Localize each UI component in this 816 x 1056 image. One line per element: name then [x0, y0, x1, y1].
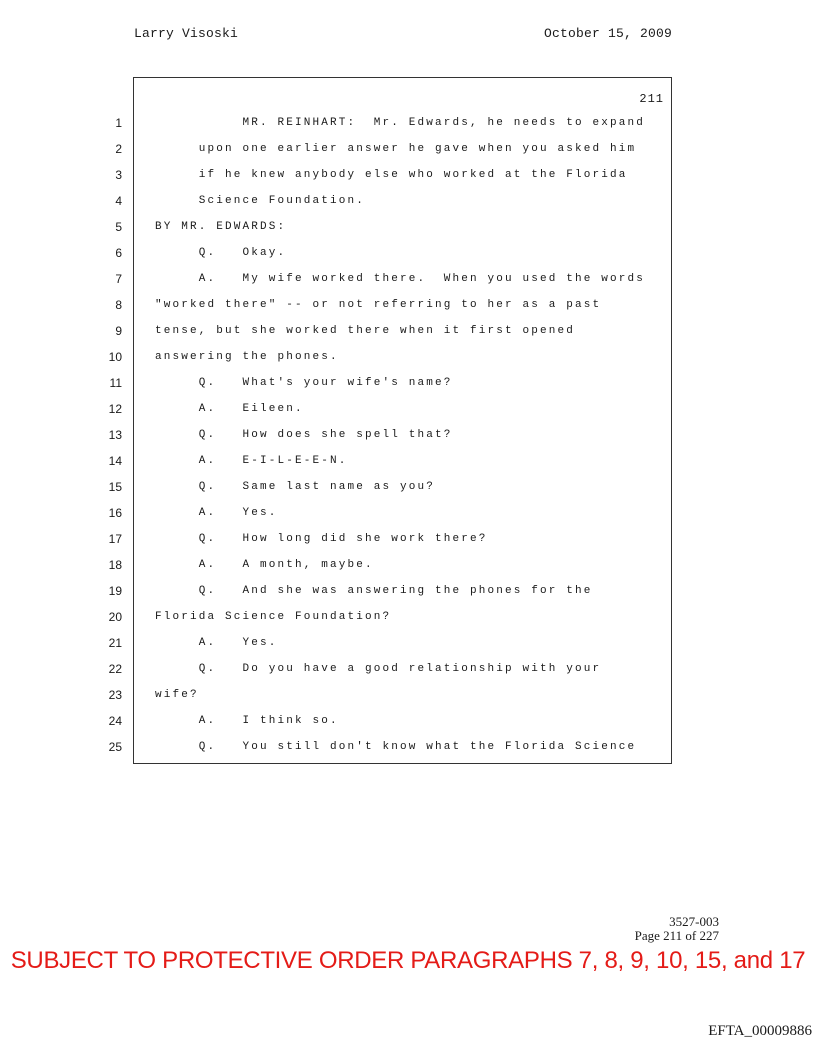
line-number: 21 — [108, 636, 122, 650]
transcript-line: Q. How long did she work there? — [155, 533, 488, 545]
transcript-line: Q. You still don't know what the Florida Science — [155, 741, 637, 753]
transcript-line: A. I think so. — [155, 715, 339, 727]
line-number: 16 — [108, 506, 122, 520]
deponent-name: Larry Visoski — [134, 26, 239, 41]
transcript-line: tense, but she worked there when it first opened — [155, 325, 576, 337]
transcript-line: if he knew anybody else who worked at the Florida — [155, 169, 628, 181]
transcript-line: answering the phones. — [155, 351, 339, 363]
transcript-line: Florida Science Foundation? — [155, 611, 392, 623]
transcript-line: A. A month, maybe. — [155, 559, 374, 571]
line-number: 3 — [115, 168, 122, 182]
transcript-line: Q. Same last name as you? — [155, 481, 436, 493]
bates-stamp — [635, 915, 719, 943]
deposition-date: October 15, 2009 — [543, 26, 672, 41]
line-number: 11 — [109, 376, 122, 390]
transcript-line: Science Foundation. — [155, 195, 366, 207]
transcript-line: MR. REINHART: Mr. Edwards, he needs to expand — [155, 117, 646, 129]
transcript-line: A. My wife worked there. When you used the words — [155, 273, 646, 285]
transcript-lines — [155, 110, 665, 760]
line-number: 18 — [108, 558, 122, 572]
transcript-line: upon one earlier answer he gave when you asked him — [155, 143, 637, 155]
line-number: 12 — [108, 402, 122, 416]
line-number: 22 — [108, 662, 122, 676]
transcript-line: A. Yes. — [155, 507, 278, 519]
line-number: 5 — [115, 220, 122, 234]
line-number: 19 — [108, 584, 122, 598]
line-number: 25 — [108, 740, 122, 754]
transcript-line: Q. How does she spell that? — [155, 429, 453, 441]
transcript-line: "worked there" -- or not referring to her as a past — [155, 299, 602, 311]
transcript-line: Q. What's your wife's name? — [155, 377, 453, 389]
transcript-line: wife? — [155, 689, 199, 701]
line-number: 23 — [108, 688, 122, 702]
efta-id: EFTA_00009886 — [708, 1023, 812, 1039]
line-number: 7 — [115, 272, 122, 286]
transcript-line: Q. Do you have a good relationship with your — [155, 663, 602, 675]
line-number: 10 — [108, 350, 122, 364]
line-number: 20 — [108, 610, 122, 624]
line-number: 13 — [108, 428, 122, 442]
line-number: 17 — [108, 532, 122, 546]
transcript-line: A. Eileen. — [155, 403, 304, 415]
line-number: 6 — [115, 246, 122, 260]
transcript-page-number: 211 — [639, 92, 664, 106]
line-number: 2 — [115, 142, 122, 156]
line-number: 1 — [115, 116, 122, 130]
transcript-line: Q. Okay. — [155, 247, 287, 259]
line-number: 24 — [108, 714, 122, 728]
transcript-line: A. Yes. — [155, 637, 278, 649]
line-number: 15 — [108, 480, 122, 494]
line-number: 9 — [115, 324, 122, 338]
line-number-column — [100, 110, 122, 760]
line-number: 14 — [108, 454, 122, 468]
transcript-line: BY MR. EDWARDS: — [155, 221, 287, 233]
protective-order-notice: SUBJECT TO PROTECTIVE ORDER PARAGRAPHS 7, 8, 9, 10, 15, and 17 — [10, 947, 806, 974]
line-number: 8 — [115, 298, 122, 312]
bates-code: 3527-003 — [669, 914, 719, 929]
line-number: 4 — [115, 194, 122, 208]
page-of-total: Page 211 of 227 — [634, 928, 719, 943]
transcript-line: A. E-I-L-E-E-N. — [155, 455, 348, 467]
transcript-line: Q. And she was answering the phones for the — [155, 585, 593, 597]
